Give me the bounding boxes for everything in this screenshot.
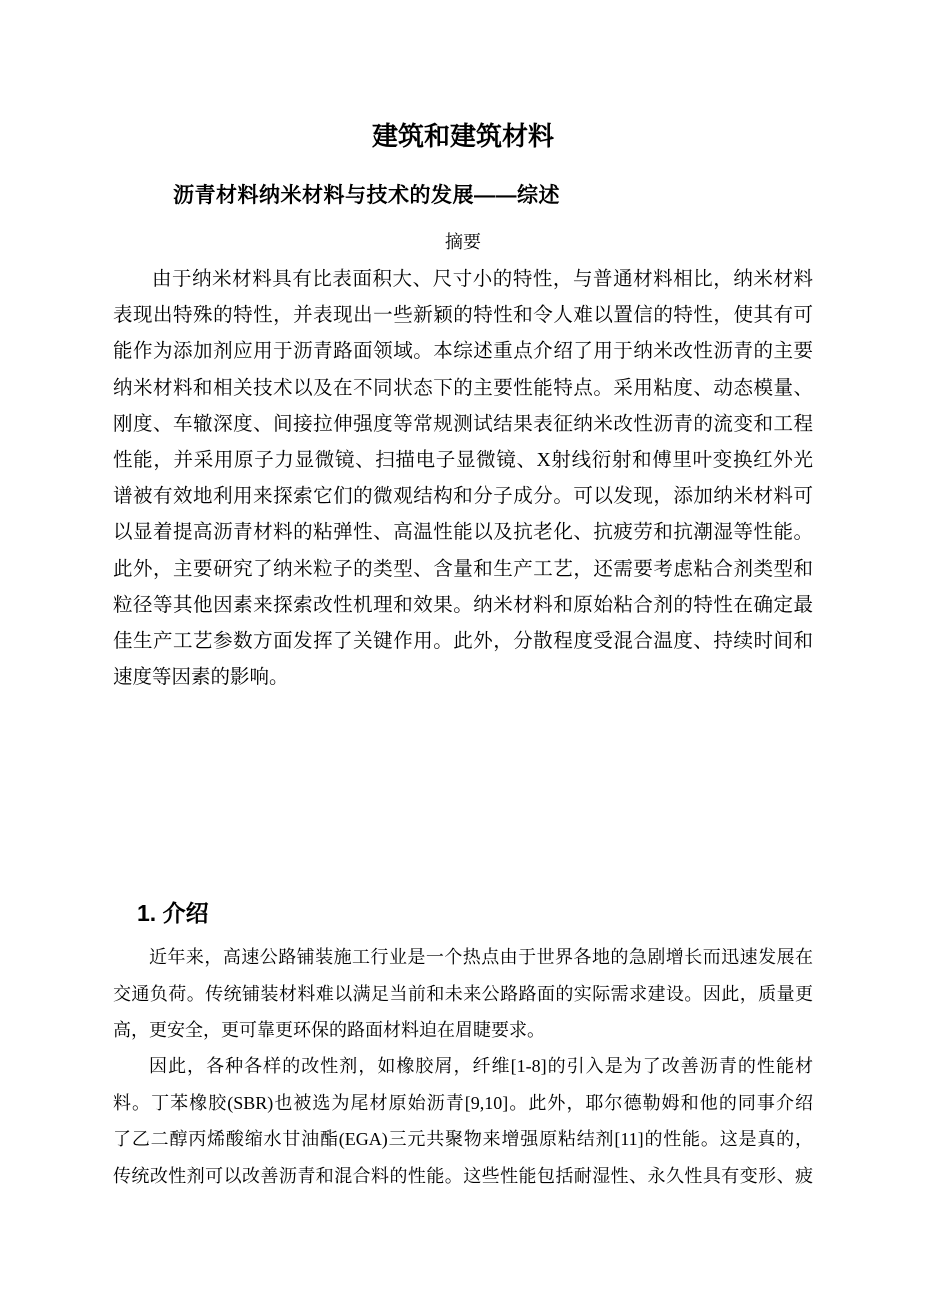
text-line: 高，更安全，更可靠更环保的路面材料迫在眉睫要求。 [113, 1020, 545, 1040]
text-line: 表现出特殊的特性，并表现出一些新颖的特性和令人难以置信的特性，使其有可 [113, 305, 813, 327]
introduction-paragraph-1 [113, 939, 813, 1049]
introduction-paragraph-2 [113, 1048, 813, 1194]
text-line: 近年来，高速公路铺装施工行业是一个热点由于世界各地的急剧增长而迅速发展在 [149, 947, 813, 967]
section-1-heading: 1. 介绍 [137, 900, 209, 926]
document-title: 建筑和建筑材料 [371, 121, 554, 151]
text-line: 此外，主要研究了纳米粒子的类型、含量和生产工艺，还需要考虑粘合剂类型和 [113, 558, 813, 580]
text-line: 能作为添加剂应用于沥青路面领域。本综述重点介绍了用于纳米改性沥青的主要 [113, 341, 813, 363]
text-line: 了乙二醇丙烯酸缩水甘油酯(EGA)三元共聚物来增强原粘结剂[11]的性能。这是真的， [113, 1129, 813, 1149]
text-line: 速度等因素的影响。 [113, 667, 289, 689]
text-line: 刚度、车辙深度、间接拉伸强度等常规测试结果表征纳米改性沥青的流变和工程 [113, 413, 813, 435]
text-line: 佳生产工艺参数方面发挥了关键作用。此外，分散程度受混合温度、持续时间和 [113, 630, 813, 652]
text-line: 料。丁苯橡胶(SBR)也被选为尾材原始沥青[9,10]。此外，耶尔德勒姆和他的同事介绍 [113, 1092, 813, 1113]
abstract-label: 摘要 [445, 232, 481, 252]
text-line: 谱被有效地利用来探索它们的微观结构和分子成分。可以发现，添加纳米材料可 [113, 486, 813, 508]
document-subtitle: 沥青材料纳米材料与技术的发展——综述 [173, 184, 560, 207]
text-line: 性能，并采用原子力显微镜、扫描电子显微镜、X射线衍射和傅里叶变换红外光 [113, 449, 813, 471]
text-line: 交通负荷。传统铺装材料难以满足当前和未来公路路面的实际需求建设。因此，质量更 [113, 983, 813, 1004]
text-line: 因此，各种各样的改性剂，如橡胶屑，纤维[1-8]的引入是为了改善沥青的性能材 [149, 1056, 813, 1076]
text-line: 粒径等其他因素来探索改性机理和效果。纳米材料和原始粘合剂的特性在确定最 [113, 594, 813, 616]
text-line: 纳米材料和相关技术以及在不同状态下的主要性能特点。采用粘度、动态模量、 [113, 377, 813, 399]
abstract-paragraph [113, 262, 813, 696]
text-line: 以显着提高沥青材料的粘弹性、高温性能以及抗老化、抗疲劳和抗潮湿等性能。 [113, 522, 813, 544]
text-line: 传统改性剂可以改善沥青和混合料的性能。这些性能包括耐湿性、永久性具有变形、疲 [113, 1165, 813, 1186]
text-line: 由于纳米材料具有比表面积大、尺寸小的特性，与普通材料相比，纳米材料 [152, 269, 813, 290]
